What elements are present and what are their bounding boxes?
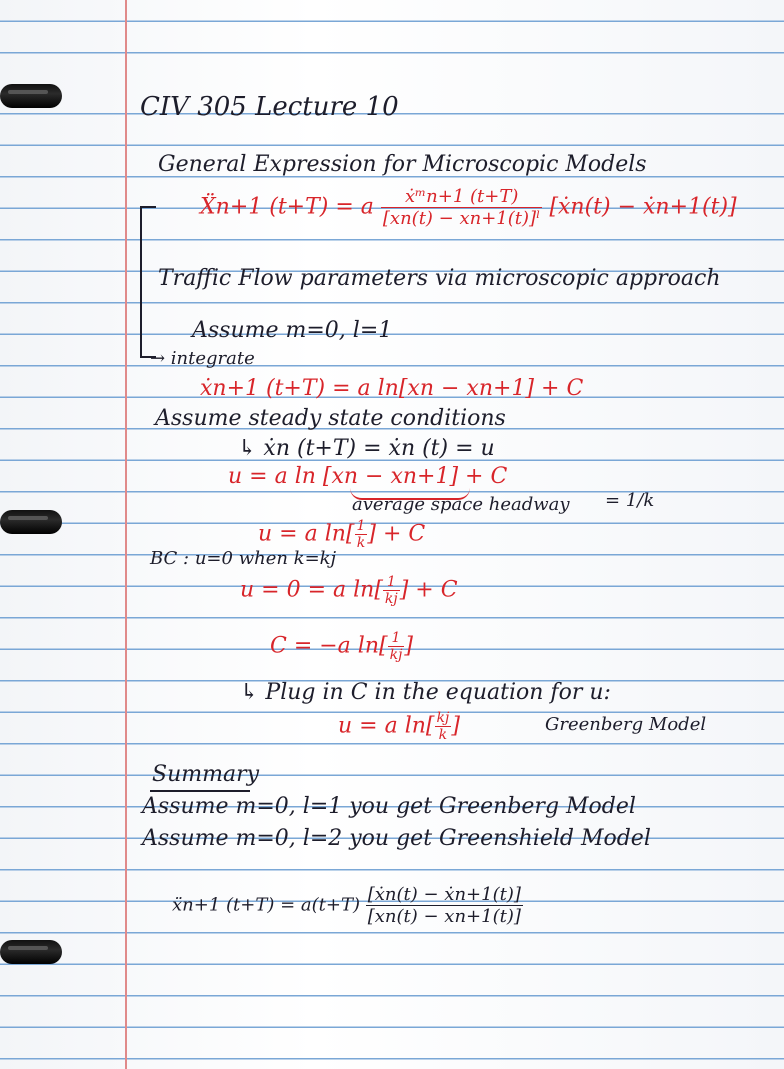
greenberg-model-label: Greenberg Model: [545, 714, 707, 735]
u2-fraction: [355, 518, 368, 551]
assume-steady-state: Assume steady state conditions: [155, 406, 506, 431]
general-lhs: Ẍn+1 (t+T) = a: [200, 194, 374, 220]
headway-label: average space headway: [352, 494, 570, 515]
final-lhs: ẍn+1 (t+T) = a(t+T): [172, 894, 360, 916]
integrated-equation: ẋn+1 (t+T) = a ln[xn − xn+1] + C: [200, 376, 584, 401]
bc-rhs: ] + C: [399, 577, 458, 603]
general-fraction: [381, 186, 543, 229]
general-rhs: [ẋn(t) − ẋn+1(t)]: [549, 194, 737, 220]
u-equation-1: u = a ln [xn − xn+1] + C: [228, 464, 508, 489]
bc-fraction-numerator: 1: [383, 574, 400, 591]
bc-fraction: [383, 574, 400, 607]
u-equation-2: [258, 518, 425, 551]
greenberg-lhs: u = a ln[: [338, 713, 435, 739]
bc-lhs: u = 0 = a ln[: [240, 577, 383, 603]
final-fraction: [366, 884, 523, 927]
greenberg-equation: [338, 710, 460, 743]
u2-lhs: u = a ln[: [258, 521, 355, 547]
greenberg-fraction: [435, 710, 452, 743]
c-equation: [270, 630, 413, 663]
plug-in-note: ↳ Plug in C in the equation for u:: [240, 680, 611, 705]
greenberg-fraction-denominator: k: [438, 727, 448, 743]
summary-line-2: Assume m=0, l=2 you get Greenshield Model: [142, 826, 651, 851]
c-fraction: [388, 630, 405, 663]
u2-fraction-denominator: k: [356, 535, 366, 551]
summary-line-1: Assume m=0, l=1 you get Greenberg Model: [142, 794, 636, 819]
bc-equation: [240, 574, 458, 607]
c-rhs: ]: [404, 633, 414, 659]
general-expression: [200, 186, 737, 229]
u2-fraction-numerator: 1: [356, 518, 366, 534]
integrate-note: → integrate: [150, 348, 255, 369]
u2-rhs: ] + C: [367, 521, 426, 547]
group-bracket: [140, 206, 156, 358]
summary-underline: [150, 790, 250, 792]
page-title: CIV 305 Lecture 10: [140, 92, 399, 122]
binder-ring-middle: [0, 510, 62, 534]
boundary-condition: BC : u=0 when k=kj: [150, 548, 337, 569]
greenberg-rhs: ]: [451, 713, 460, 739]
general-fraction-numerator: ẋᵐn+1 (t+T): [381, 186, 543, 208]
general-fraction-denominator: [xn(t) − xn+1(t)]ˡ: [382, 208, 541, 229]
c-fraction-denominator: kj: [389, 647, 403, 663]
section-heading: General Expression for Microscopic Models: [158, 152, 647, 177]
final-fraction-numerator: [ẋn(t) − ẋn+1(t)]: [367, 884, 521, 905]
final-equation: [172, 884, 523, 927]
margin-line: [125, 0, 127, 1069]
bc-fraction-denominator: kj: [384, 591, 398, 607]
assume-m0-l1: Assume m=0, l=1: [192, 318, 393, 343]
summary-title: Summary: [152, 762, 260, 787]
final-fraction-denominator: [xn(t) − xn+1(t)]: [367, 906, 521, 927]
binder-ring-top: [0, 84, 62, 108]
steady-state-equation: ↳ ẋn (t+T) = ẋn (t) = u: [238, 436, 495, 461]
binder-ring-bottom: [0, 940, 62, 964]
c-lhs: C = −a ln[: [270, 633, 388, 659]
c-fraction-numerator: 1: [388, 630, 405, 647]
greenberg-fraction-numerator: kj: [436, 710, 450, 726]
traffic-flow-section: Traffic Flow parameters via microscopic approach: [158, 266, 721, 291]
headway-value: = 1/k: [605, 490, 655, 511]
